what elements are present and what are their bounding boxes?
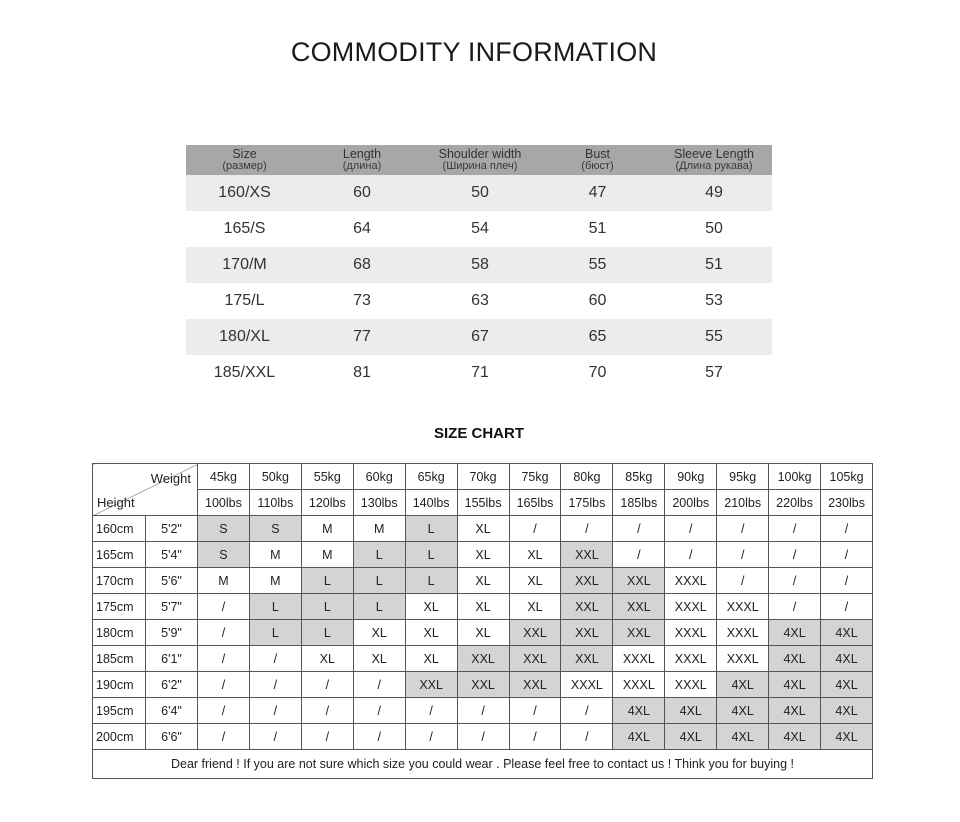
size-cell: XL (301, 646, 353, 672)
size-cell: XXXL (665, 620, 717, 646)
size-cell: / (457, 698, 509, 724)
header-size-ru: (размер) (222, 160, 267, 172)
size-cell: 4XL (821, 724, 873, 750)
size-cell: 4XL (717, 698, 769, 724)
commodity-row (186, 247, 772, 283)
size-cell: XXL (509, 672, 561, 698)
weight-kg-cell: 80kg (561, 464, 613, 490)
size-cell: / (613, 542, 665, 568)
commodity-cell: 81 (303, 355, 421, 391)
commodity-cell: 67 (421, 319, 539, 355)
size-cell: / (821, 594, 873, 620)
commodity-cell: 60 (303, 175, 421, 211)
size-cell: / (198, 594, 250, 620)
weight-lbs-cell: 200lbs (665, 490, 717, 516)
size-cell: / (353, 724, 405, 750)
height-ft-cell: 5'7" (146, 594, 198, 620)
size-cell: / (821, 516, 873, 542)
size-cell: / (509, 698, 561, 724)
size-cell: M (301, 516, 353, 542)
weight-kg-cell: 85kg (613, 464, 665, 490)
height-label: Height (97, 495, 135, 510)
size-cell: / (769, 568, 821, 594)
size-cell: / (613, 516, 665, 542)
commodity-header-row (186, 145, 772, 175)
size-row (93, 516, 873, 542)
size-chart-table (92, 463, 873, 779)
size-cell: / (717, 542, 769, 568)
commodity-table (186, 145, 772, 391)
size-cell: XL (405, 594, 457, 620)
weight-kg-cell: 75kg (509, 464, 561, 490)
weight-lbs-cell: 155lbs (457, 490, 509, 516)
header-sleeve-ru: (Длина рукава) (675, 160, 753, 172)
size-cell: 4XL (821, 646, 873, 672)
size-cell: 4XL (769, 646, 821, 672)
size-cell: XXXL (665, 646, 717, 672)
size-cell: XXXL (717, 594, 769, 620)
size-cell: L (353, 568, 405, 594)
size-cell: XL (457, 594, 509, 620)
header-length-en: Length (342, 147, 382, 161)
size-cell: XL (509, 568, 561, 594)
size-cell: XXL (509, 620, 561, 646)
size-cell: 4XL (821, 672, 873, 698)
weight-lbs-cell: 175lbs (561, 490, 613, 516)
commodity-cell: 180/XL (186, 319, 303, 355)
commodity-row (186, 319, 772, 355)
size-cell: 4XL (769, 724, 821, 750)
weight-kg-cell: 105kg (821, 464, 873, 490)
size-cell: 4XL (821, 698, 873, 724)
header-shoulder-en: Shoulder width (438, 147, 522, 161)
height-cm-cell: 200cm (93, 724, 146, 750)
size-cell: 4XL (665, 698, 717, 724)
size-cell: XXL (405, 672, 457, 698)
size-cell: XXXL (613, 672, 665, 698)
commodity-row (186, 283, 772, 319)
size-cell: XXXL (665, 594, 717, 620)
weight-kg-cell: 50kg (249, 464, 301, 490)
commodity-cell: 170/M (186, 247, 303, 283)
size-cell: / (198, 620, 250, 646)
size-cell: / (198, 646, 250, 672)
size-cell: / (769, 542, 821, 568)
size-cell: / (353, 698, 405, 724)
size-cell: S (198, 542, 250, 568)
commodity-cell: 68 (303, 247, 421, 283)
size-cell: L (249, 594, 301, 620)
commodity-cell: 64 (303, 211, 421, 247)
size-cell: L (353, 542, 405, 568)
size-cell: / (198, 724, 250, 750)
size-cell: XXL (613, 568, 665, 594)
size-cell: XXXL (717, 620, 769, 646)
size-cell: / (509, 724, 561, 750)
height-cm-cell: 170cm (93, 568, 146, 594)
size-cell: / (769, 516, 821, 542)
size-row (93, 542, 873, 568)
size-cell: XXL (561, 542, 613, 568)
size-row (93, 698, 873, 724)
page-title: COMMODITY INFORMATION (290, 37, 658, 67)
header-bust-ru: (бюст) (581, 160, 614, 172)
height-cm-cell: 185cm (93, 646, 146, 672)
size-cell: XL (405, 620, 457, 646)
header-length-ru: (длина) (342, 160, 382, 172)
size-chart-title: SIZE CHART (434, 425, 524, 442)
size-cell: / (353, 672, 405, 698)
size-cell: L (301, 568, 353, 594)
commodity-cell: 165/S (186, 211, 303, 247)
size-cell: / (405, 724, 457, 750)
size-cell: S (249, 516, 301, 542)
size-cell: XL (353, 620, 405, 646)
commodity-cell: 54 (421, 211, 539, 247)
height-cm-cell: 180cm (93, 620, 146, 646)
commodity-cell: 60 (539, 283, 656, 319)
height-cm-cell: 175cm (93, 594, 146, 620)
size-row (93, 620, 873, 646)
size-cell: / (509, 516, 561, 542)
weight-kg-cell: 90kg (665, 464, 717, 490)
height-ft-cell: 6'1" (146, 646, 198, 672)
size-cell: XL (457, 568, 509, 594)
size-cell: XXL (509, 646, 561, 672)
size-cell: S (198, 516, 250, 542)
size-cell: XL (353, 646, 405, 672)
commodity-cell: 58 (421, 247, 539, 283)
commodity-cell: 73 (303, 283, 421, 319)
size-cell: / (301, 724, 353, 750)
weight-lbs-cell: 230lbs (821, 490, 873, 516)
size-cell: L (301, 594, 353, 620)
weight-lbs-cell: 185lbs (613, 490, 665, 516)
size-cell: 4XL (613, 698, 665, 724)
commodity-row (186, 355, 772, 391)
size-cell: XL (405, 646, 457, 672)
size-cell: / (717, 568, 769, 594)
height-cm-cell: 165cm (93, 542, 146, 568)
commodity-cell: 49 (656, 175, 772, 211)
size-cell: / (457, 724, 509, 750)
size-cell: XXL (561, 620, 613, 646)
height-ft-cell: 5'9" (146, 620, 198, 646)
commodity-cell: 175/L (186, 283, 303, 319)
weight-kg-row (93, 464, 873, 490)
commodity-cell: 51 (656, 247, 772, 283)
weight-kg-cell: 60kg (353, 464, 405, 490)
header-bust (539, 145, 656, 175)
size-cell: L (405, 516, 457, 542)
weight-lbs-cell: 120lbs (301, 490, 353, 516)
commodity-cell: 55 (656, 319, 772, 355)
size-cell: 4XL (769, 698, 821, 724)
commodity-cell: 47 (539, 175, 656, 211)
commodity-cell: 50 (656, 211, 772, 247)
height-ft-cell: 5'6" (146, 568, 198, 594)
size-cell: / (821, 568, 873, 594)
size-cell: M (198, 568, 250, 594)
header-sleeve-length (656, 145, 772, 175)
size-cell: / (561, 698, 613, 724)
size-cell: / (301, 672, 353, 698)
commodity-cell: 63 (421, 283, 539, 319)
size-cell: XXXL (665, 568, 717, 594)
size-cell: / (665, 516, 717, 542)
commodity-cell: 77 (303, 319, 421, 355)
size-cell: 4XL (717, 672, 769, 698)
size-row (93, 724, 873, 750)
height-ft-cell: 5'4" (146, 542, 198, 568)
note-row (93, 750, 873, 779)
commodity-cell: 71 (421, 355, 539, 391)
size-cell: XXL (613, 620, 665, 646)
commodity-cell: 55 (539, 247, 656, 283)
size-cell: / (198, 672, 250, 698)
weight-lbs-cell: 100lbs (198, 490, 250, 516)
contact-note: Dear friend ! If you are not sure which size you could wear . Please feel free to contact us ! Think you for buying ! (93, 750, 873, 779)
size-cell: XXXL (613, 646, 665, 672)
size-cell: 4XL (769, 620, 821, 646)
size-cell: 4XL (613, 724, 665, 750)
header-length (303, 145, 421, 175)
size-cell: XL (457, 620, 509, 646)
size-cell: / (717, 516, 769, 542)
size-cell: / (561, 516, 613, 542)
size-cell: 4XL (821, 620, 873, 646)
size-cell: / (405, 698, 457, 724)
size-cell: XXL (613, 594, 665, 620)
size-cell: XL (509, 542, 561, 568)
size-cell: XXXL (717, 646, 769, 672)
size-cell: / (249, 672, 301, 698)
size-cell: XXL (457, 672, 509, 698)
commodity-cell: 70 (539, 355, 656, 391)
size-cell: XXXL (561, 672, 613, 698)
size-cell: / (821, 542, 873, 568)
height-ft-cell: 6'2" (146, 672, 198, 698)
weight-kg-cell: 65kg (405, 464, 457, 490)
weight-kg-cell: 70kg (457, 464, 509, 490)
size-cell: XXXL (665, 672, 717, 698)
height-cm-cell: 160cm (93, 516, 146, 542)
size-cell: 4XL (665, 724, 717, 750)
size-cell: L (249, 620, 301, 646)
weight-label: Weight (150, 471, 191, 486)
size-cell: XL (457, 516, 509, 542)
header-size-en: Size (232, 147, 257, 161)
size-cell: XXL (561, 568, 613, 594)
commodity-row (186, 175, 772, 211)
commodity-cell: 50 (421, 175, 539, 211)
header-bust-en: Bust (584, 147, 610, 161)
commodity-cell: 65 (539, 319, 656, 355)
commodity-cell: 57 (656, 355, 772, 391)
size-cell: / (249, 698, 301, 724)
size-row (93, 568, 873, 594)
height-ft-cell: 5'2" (146, 516, 198, 542)
commodity-cell: 53 (656, 283, 772, 319)
header-sleeve-en: Sleeve Length (674, 147, 754, 161)
height-ft-cell: 6'4" (146, 698, 198, 724)
size-cell: / (301, 698, 353, 724)
size-cell: 4XL (769, 672, 821, 698)
height-ft-cell: 6'6" (146, 724, 198, 750)
commodity-cell: 160/XS (186, 175, 303, 211)
size-cell: M (353, 516, 405, 542)
size-cell: 4XL (717, 724, 769, 750)
size-cell: L (301, 620, 353, 646)
size-cell: XXL (561, 646, 613, 672)
weight-kg-cell: 45kg (198, 464, 250, 490)
size-cell: M (301, 542, 353, 568)
height-cm-cell: 190cm (93, 672, 146, 698)
weight-lbs-row (93, 490, 873, 516)
size-cell: XL (457, 542, 509, 568)
size-cell: XL (509, 594, 561, 620)
size-cell: / (249, 724, 301, 750)
weight-lbs-cell: 110lbs (249, 490, 301, 516)
size-cell: L (405, 568, 457, 594)
size-row (93, 646, 873, 672)
header-shoulder-ru: (Ширина плеч) (442, 160, 518, 172)
commodity-cell: 185/XXL (186, 355, 303, 391)
weight-lbs-cell: 165lbs (509, 490, 561, 516)
size-cell: / (561, 724, 613, 750)
size-cell: / (249, 646, 301, 672)
height-cm-cell: 195cm (93, 698, 146, 724)
size-cell: L (405, 542, 457, 568)
header-shoulder-width (421, 145, 539, 175)
size-cell: XXL (561, 594, 613, 620)
commodity-cell: 51 (539, 211, 656, 247)
weight-lbs-cell: 210lbs (717, 490, 769, 516)
size-cell: / (665, 542, 717, 568)
weight-lbs-cell: 140lbs (405, 490, 457, 516)
size-row (93, 594, 873, 620)
weight-kg-cell: 95kg (717, 464, 769, 490)
size-cell: / (769, 594, 821, 620)
size-cell: / (198, 698, 250, 724)
header-size (186, 145, 303, 175)
weight-kg-cell: 100kg (769, 464, 821, 490)
size-row (93, 672, 873, 698)
size-cell: XXL (457, 646, 509, 672)
commodity-row (186, 211, 772, 247)
corner-header (93, 464, 198, 516)
weight-kg-cell: 55kg (301, 464, 353, 490)
size-cell: M (249, 568, 301, 594)
size-cell: L (353, 594, 405, 620)
weight-lbs-cell: 130lbs (353, 490, 405, 516)
weight-lbs-cell: 220lbs (769, 490, 821, 516)
size-cell: M (249, 542, 301, 568)
